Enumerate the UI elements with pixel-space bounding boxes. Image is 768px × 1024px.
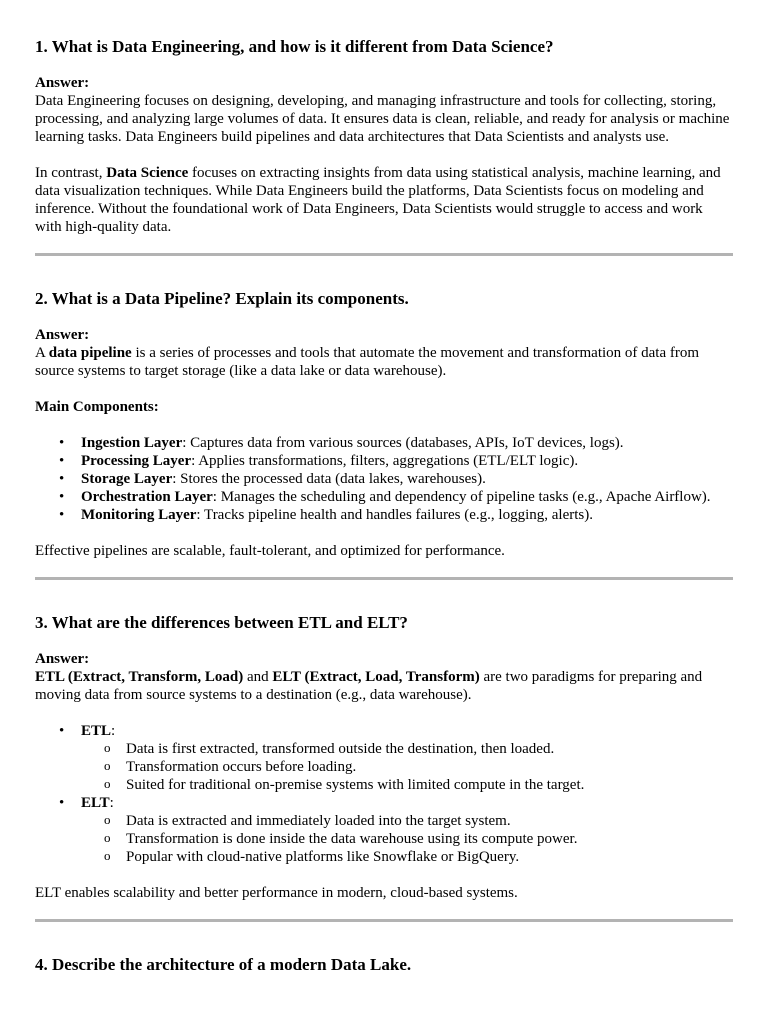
list-item: • Orchestration Layer: Manages the scheduling and dependency of pipeline tasks (e.g., Apache Airflow). bbox=[81, 488, 733, 506]
elt-sublist bbox=[81, 812, 733, 866]
list-item: o Data is first extracted, transformed outside the destination, then loaded. bbox=[126, 740, 733, 758]
q2-answer-label: Answer: bbox=[35, 327, 90, 343]
list-item: o Data is extracted and immediately loaded into the target system. bbox=[126, 812, 733, 830]
q2-components-label: Main Components: bbox=[35, 399, 159, 415]
list-item: • Ingestion Layer: Captures data from various sources (databases, APIs, IoT devices, logs). bbox=[81, 434, 733, 452]
list-item: • Monitoring Layer: Tracks pipeline health and handles failures (e.g., logging, alerts). bbox=[81, 506, 733, 524]
list-item: o Popular with cloud-native platforms like Snowflake or BigQuery. bbox=[126, 848, 733, 866]
q4-heading: 4. Describe the architecture of a modern Data Lake. bbox=[35, 955, 412, 974]
list-item-elt: • ELT: o Data is extracted and immediately loaded into the target system. o Transformation is done inside the data warehouse using its compute power. o Popular with cloud-native platforms like Snowflake or BigQuery. bbox=[81, 794, 733, 866]
q1-heading: 1. What is Data Engineering, and how is it different from Data Science? bbox=[35, 37, 554, 56]
q3-heading: 3. What are the differences between ETL and ELT? bbox=[35, 613, 408, 632]
q1-paragraph-1: Data Engineering focuses on designing, developing, and managing infrastructure and tools for collecting, storing, processing, and analyzing large volumes of data. It ensures data is clean, reliable, and ready for analysis or machine learning tasks. Data Engineers build pipelines and data architectures that Data Scientists and analysts use. bbox=[35, 93, 730, 145]
etl-sublist bbox=[81, 740, 733, 794]
q1-term-data-science: Data Science bbox=[106, 165, 189, 181]
q2-heading: 2. What is a Data Pipeline? Explain its components. bbox=[35, 289, 409, 308]
list-item-etl: • ETL: o Data is first extracted, transformed outside the destination, then loaded. o Transformation occurs before loading. o Suited for traditional on-premise systems with limited compute in the target. bbox=[81, 722, 733, 794]
list-item: o Suited for traditional on-premise systems with limited compute in the target. bbox=[126, 776, 733, 794]
q3-intro: ETL (Extract, Transform, Load) and ELT (Extract, Load, Transform) are two paradigms for preparing and moving data from source systems to a destination (e.g., data warehouse). bbox=[35, 669, 703, 703]
q2-term-data-pipeline: data pipeline bbox=[48, 345, 132, 361]
q3-paradigms-list bbox=[35, 722, 733, 866]
list-item: • Processing Layer: Applies transformations, filters, aggregations (ETL/ELT logic). bbox=[81, 452, 733, 470]
list-item: o Transformation occurs before loading. bbox=[126, 758, 733, 776]
list-item: o Transformation is done inside the data warehouse using its compute power. bbox=[126, 830, 733, 848]
list-item: • Storage Layer: Stores the processed data (data lakes, warehouses). bbox=[81, 470, 733, 488]
q1-paragraph-2: In contrast, Data Science focuses on extracting insights from data using statistical analysis, machine learning, and data visualization techniques. While Data Engineers build the platforms, Data Scientists focus on modeling and inference. Without the foundational work of Data Engineers, Data Scientists would struggle to access and work with high-quality data. bbox=[35, 165, 721, 235]
q3-closing: ELT enables scalability and better performance in modern, cloud-based systems. bbox=[35, 885, 518, 901]
q2-intro: A data pipeline is a series of processes and tools that automate the movement and transformation of data from source systems to target storage (like a data lake or data warehouse). bbox=[35, 345, 700, 379]
q1-answer-label: Answer: bbox=[35, 75, 90, 91]
q3-answer-label: Answer: bbox=[35, 651, 90, 667]
q2-components-list bbox=[35, 434, 733, 524]
q2-closing: Effective pipelines are scalable, fault-tolerant, and optimized for performance. bbox=[35, 543, 505, 559]
